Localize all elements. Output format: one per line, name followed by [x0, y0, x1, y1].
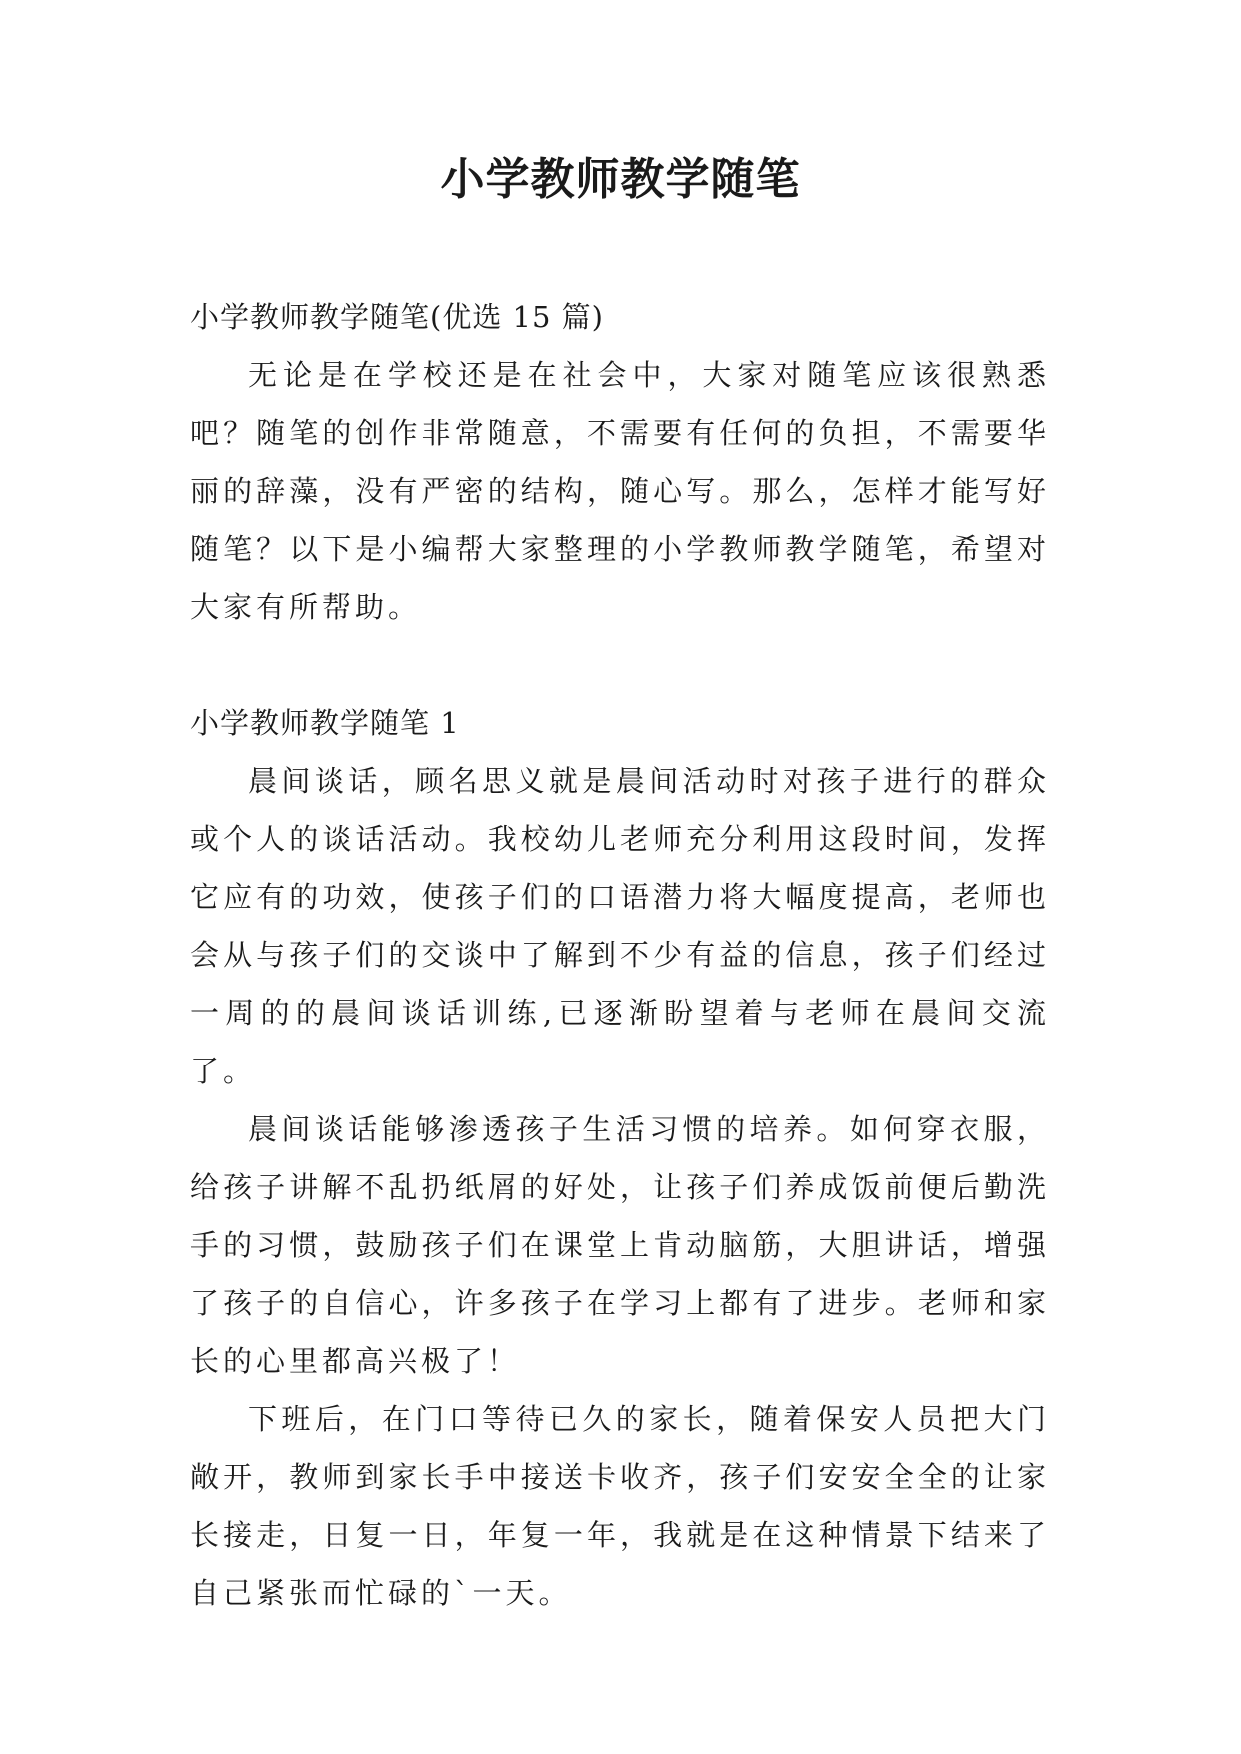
section-paragraph-1: 晨间谈话，顾名思义就是晨间活动时对孩子进行的群众或个人的谈话活动。我校幼儿老师充分利用这段时间，发挥它应有的功效，使孩子们的口语潜力将大幅度提高，老师也会从与孩子们的交谈中了解到不少有益的信息，孩子们经过一周的的晨间谈话训练,已逐渐盼望着与老师在晨间交流了。 — [190, 764, 1050, 1088]
document-title: 小学教师教学随笔 — [440, 154, 801, 205]
document-body — [190, 288, 1050, 1622]
intro-paragraph: 无论是在学校还是在社会中，大家对随笔应该很熟悉吧？随笔的创作非常随意，不需要有任何的负担，不需要华丽的辞藻，没有严密的结构，随心写。那么，怎样才能写好随笔？以下是小编帮大家整理的小学教师教学随笔，希望对大家有所帮助。 — [190, 358, 1050, 624]
section-paragraph-2: 晨间谈话能够渗透孩子生活习惯的培养。如何穿衣服，给孩子讲解不乱扔纸屑的好处，让孩子们养成饭前便后勤洗手的习惯，鼓励孩子们在课堂上肯动脑筋，大胆讲话，增强了孩子的自信心，许多孩子在学习上都有了进步。老师和家长的心里都高兴极了！ — [190, 1112, 1050, 1378]
section-1 — [190, 694, 1050, 1622]
section-heading: 小学教师教学随笔 1 — [190, 706, 460, 740]
section-paragraph-3: 下班后，在门口等待已久的家长，随着保安人员把大门敞开，教师到家长手中接送卡收齐，孩子们安安全全的让家长接走，日复一日，年复一年，我就是在这种情景下结来了自己紧张而忙碌的`一天。 — [190, 1402, 1050, 1610]
intro-heading: 小学教师教学随笔(优选 15 篇) — [190, 300, 604, 334]
section-spacer — [190, 636, 1050, 694]
